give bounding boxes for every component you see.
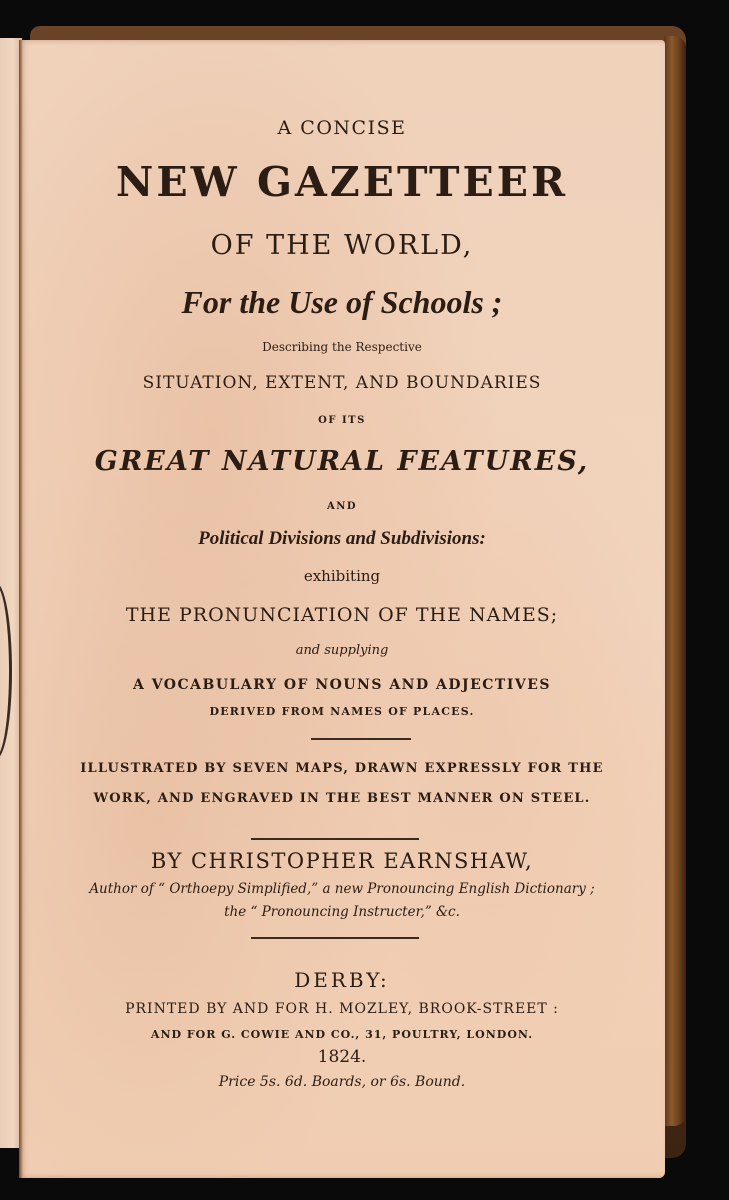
imprint-year: 1824. [317,1047,367,1067]
imprint-printed-by: PRINTED BY AND FOR H. MOZLEY, BROOK-STREET : [125,1001,559,1017]
title-of-the-world: OF THE WORLD, [210,230,474,261]
main-title: NEW GAZETTEER [115,158,569,206]
text-and: AND [326,501,358,512]
divider-rule [251,838,419,840]
imprint-price: Price 5s. 6d. Boards, or 6s. Bound. [218,1074,466,1090]
cover-fore-edge [664,36,686,1126]
text-derived: DERIVED FROM NAMES OF PLACES. [209,705,475,718]
text-situation: SITUATION, EXTENT, AND BOUNDARIES [142,373,542,393]
text-vocabulary: A VOCABULARY OF NOUNS AND ADJECTIVES [132,677,552,693]
text-describing: Describing the Respective [262,340,422,354]
facing-page-illustration-edge [0,583,12,759]
author-name: BY CHRISTOPHER EARNSHAW, [150,849,534,873]
text-illustrated-line-1: ILLUSTRATED BY SEVEN MAPS, DRAWN EXPRESSLY FOR THE [80,761,604,776]
text-of-its: OF ITS [318,415,366,426]
text-exhibiting: exhibiting [303,567,381,585]
divider-rule [251,937,419,939]
author-note-line-2: the “ Pronouncing Instructer,” &c. [224,904,460,920]
imprint-and-for: AND FOR G. COWIE AND CO., 31, POULTRY, LONDON. [150,1028,534,1041]
title-page [19,40,665,1178]
text-great-natural-features: GREAT NATURAL FEATURES, [94,446,590,477]
author-note-line-1: Author of “ Orthoepy Simplified,” a new Pronouncing English Dictionary ; [89,881,595,897]
text-political-divisions: Political Divisions and Subdivisions: [198,528,486,549]
title-for-schools: For the Use of Schools ; [181,284,503,320]
imprint-place: DERBY: [294,968,390,992]
text-pronunciation: THE PRONUNCIATION OF THE NAMES; [125,604,559,626]
divider-rule [311,738,411,740]
text-illustrated-line-2: WORK, AND ENGRAVED IN THE BEST MANNER ON STEEL. [93,791,591,806]
subtitle-a-concise: A CONCISE [277,117,407,139]
text-and-supplying: and supplying [295,643,389,658]
